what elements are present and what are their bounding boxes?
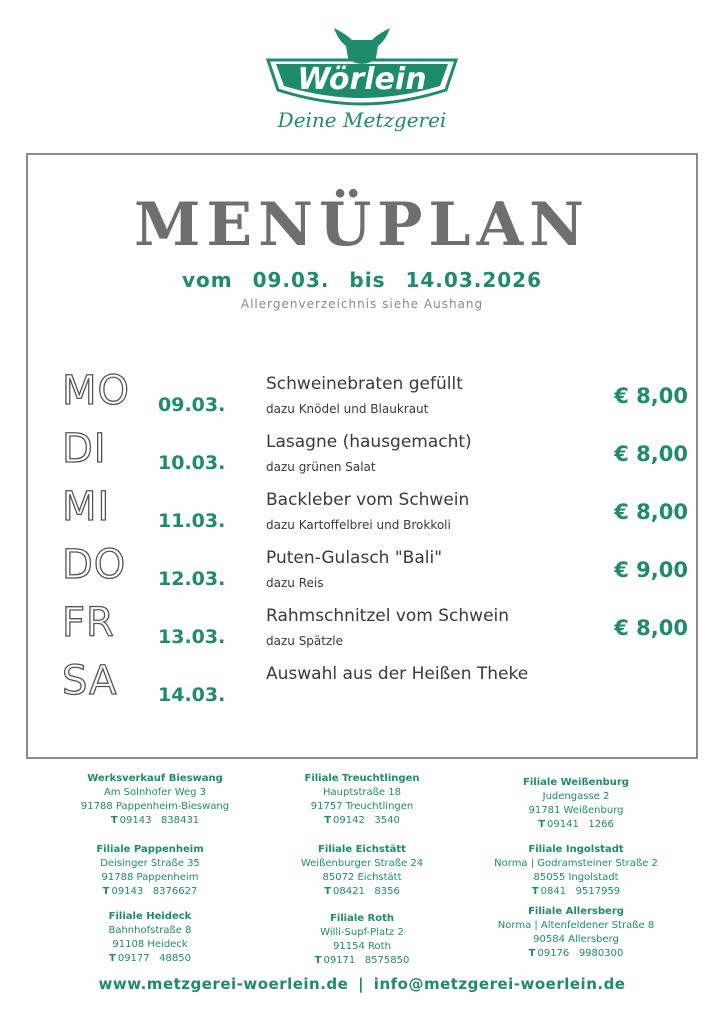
branch-phone xyxy=(476,885,676,899)
branch-phone xyxy=(55,814,255,828)
branch-card-heideck xyxy=(50,910,250,966)
branch-name: Filiale Eichstätt xyxy=(318,844,406,855)
dish-name: Auswahl aus der Heißen Theke xyxy=(266,664,529,684)
branch-phone xyxy=(262,885,462,899)
phone-number: 0841 9517959 xyxy=(540,886,621,897)
dish-price: € 8,00 xyxy=(614,616,688,640)
date-range-bis: bis xyxy=(349,268,386,292)
day-label: FR xyxy=(62,600,115,646)
branch-street: Deisinger Straße 35 xyxy=(100,858,200,869)
website-link[interactable]: www.metzgerei-woerlein.de xyxy=(98,975,349,993)
branch-phone xyxy=(262,814,462,828)
menu-date: 09.03. xyxy=(158,394,226,416)
branch-street: Bahnhofstraße 8 xyxy=(108,925,192,936)
branch-city: 91788 Pappenheim-Bieswang xyxy=(80,801,230,812)
branch-city: 85055 Ingolstadt xyxy=(533,872,619,883)
phone-number: 09142 3540 xyxy=(333,815,400,826)
brand-logo xyxy=(262,20,462,144)
brand-tagline: Deine Metzgerei xyxy=(277,108,447,132)
branch-street: Judengasse 2 xyxy=(542,791,610,802)
phone-label: T xyxy=(538,819,546,830)
phone-number: 09171 8575850 xyxy=(323,955,410,966)
date-range xyxy=(0,268,724,292)
email-link[interactable]: info@metzgerei-woerlein.de xyxy=(373,975,626,993)
branch-street: Norma | Godramsteiner Straße 2 xyxy=(494,858,658,869)
branch-name: Werksverkauf Bieswang xyxy=(87,773,223,784)
dish-name: Puten-Gulasch "Bali" xyxy=(266,548,443,568)
branch-name: Filiale Weißenburg xyxy=(523,777,629,788)
branch-phone xyxy=(262,954,462,968)
phone-label: T xyxy=(102,886,110,897)
branch-card-allersberg xyxy=(476,905,676,961)
dish-price: € 8,00 xyxy=(614,384,688,408)
menu-date: 11.03. xyxy=(158,510,226,532)
branch-card-treuchtlingen xyxy=(262,772,462,828)
branch-name: Filiale Treuchtlingen xyxy=(304,773,420,784)
menu-row-di xyxy=(0,426,724,490)
allergen-note: Allergenverzeichnis siehe Aushang xyxy=(240,297,484,311)
phone-number: 08421 8356 xyxy=(333,886,400,897)
date-range-vom: vom xyxy=(182,268,233,292)
dish-name: Schweinebraten gefüllt xyxy=(266,374,463,394)
branch-street: Hauptstraße 18 xyxy=(323,787,401,798)
phone-label: T xyxy=(110,815,118,826)
dish-name: Lasagne (hausgemacht) xyxy=(266,432,472,452)
branch-name: Filiale Ingolstadt xyxy=(528,844,624,855)
menu-date: 13.03. xyxy=(158,626,226,648)
branch-city: 90584 Allersberg xyxy=(533,934,619,945)
branch-name: Filiale Allersberg xyxy=(528,906,624,917)
branch-city: 91757 Treuchtlingen xyxy=(310,801,414,812)
branch-phone xyxy=(476,818,676,832)
phone-number: 09143 838431 xyxy=(119,815,200,826)
menu-row-sa xyxy=(0,658,724,722)
dish-side: dazu Kartoffelbrei und Brokkoli xyxy=(266,518,451,532)
branch-street: Willi-Supf-Platz 2 xyxy=(320,927,404,938)
footer-separator: | xyxy=(358,975,365,993)
phone-number: 09141 1266 xyxy=(547,819,614,830)
branch-name: Filiale Roth xyxy=(329,913,395,924)
date-range-end: 14.03.2026 xyxy=(405,268,542,292)
branch-street: Am Solnhofer Weg 3 xyxy=(103,787,207,798)
branch-city: 85072 Eichstätt xyxy=(322,872,402,883)
phone-label: T xyxy=(314,955,322,966)
branch-street: Weißenburger Straße 24 xyxy=(300,858,424,869)
branch-phone xyxy=(50,952,250,966)
phone-label: T xyxy=(324,886,332,897)
branch-card-weissenburg xyxy=(476,776,676,832)
dish-side: dazu Spätzle xyxy=(266,634,343,648)
phone-label: T xyxy=(528,948,536,959)
day-label: MO xyxy=(62,368,130,414)
branch-card-eichstaett xyxy=(262,843,462,899)
menu-title: MENÜPLAN xyxy=(133,190,591,260)
phone-number: 09176 9980300 xyxy=(537,948,624,959)
branch-phone xyxy=(50,885,250,899)
branch-city: 91781 Weißenburg xyxy=(528,805,624,816)
menu-row-mi xyxy=(0,484,724,548)
branch-card-roth xyxy=(262,912,462,968)
dish-side: dazu Knödel und Blaukraut xyxy=(266,402,429,416)
brand-name: Wörlein xyxy=(297,62,427,97)
day-label: DI xyxy=(62,426,107,472)
menu-date: 12.03. xyxy=(158,568,226,590)
menu-row-do xyxy=(0,542,724,606)
dish-name: Backleber vom Schwein xyxy=(266,490,470,510)
dish-side: dazu Reis xyxy=(266,576,324,590)
branch-name: Filiale Pappenheim xyxy=(96,844,204,855)
day-label: SA xyxy=(62,658,118,704)
branch-city: 91154 Roth xyxy=(333,941,391,952)
dish-price: € 8,00 xyxy=(614,500,688,524)
branch-city: 91108 Heideck xyxy=(112,939,188,950)
menu-date: 14.03. xyxy=(158,684,226,706)
branch-name: Filiale Heideck xyxy=(108,911,192,922)
dish-price: € 8,00 xyxy=(614,442,688,466)
menu-date: 10.03. xyxy=(158,452,226,474)
phone-number: 09143 8376627 xyxy=(111,886,198,897)
day-label: DO xyxy=(62,542,127,588)
phone-number: 09177 48850 xyxy=(117,953,191,964)
menu-row-mo xyxy=(0,368,724,432)
branch-card-ingolstadt xyxy=(476,843,676,899)
footer-contact xyxy=(0,975,724,993)
phone-label: T xyxy=(109,953,116,964)
dish-price: € 9,00 xyxy=(614,558,688,582)
date-range-start: 09.03. xyxy=(252,268,330,292)
phone-label: T xyxy=(531,886,539,897)
branch-city: 91788 Pappenheim xyxy=(101,872,199,883)
dish-side: dazu grünen Salat xyxy=(266,460,376,474)
dish-name: Rahmschnitzel vom Schwein xyxy=(266,606,510,626)
phone-label: T xyxy=(324,815,332,826)
branch-phone xyxy=(476,947,676,961)
branch-street: Norma | Altenfeldener Straße 8 xyxy=(497,920,655,931)
day-label: MI xyxy=(62,484,111,530)
branch-card-pappenheim xyxy=(50,843,250,899)
menu-row-fr xyxy=(0,600,724,664)
branch-card-bieswang xyxy=(55,772,255,828)
